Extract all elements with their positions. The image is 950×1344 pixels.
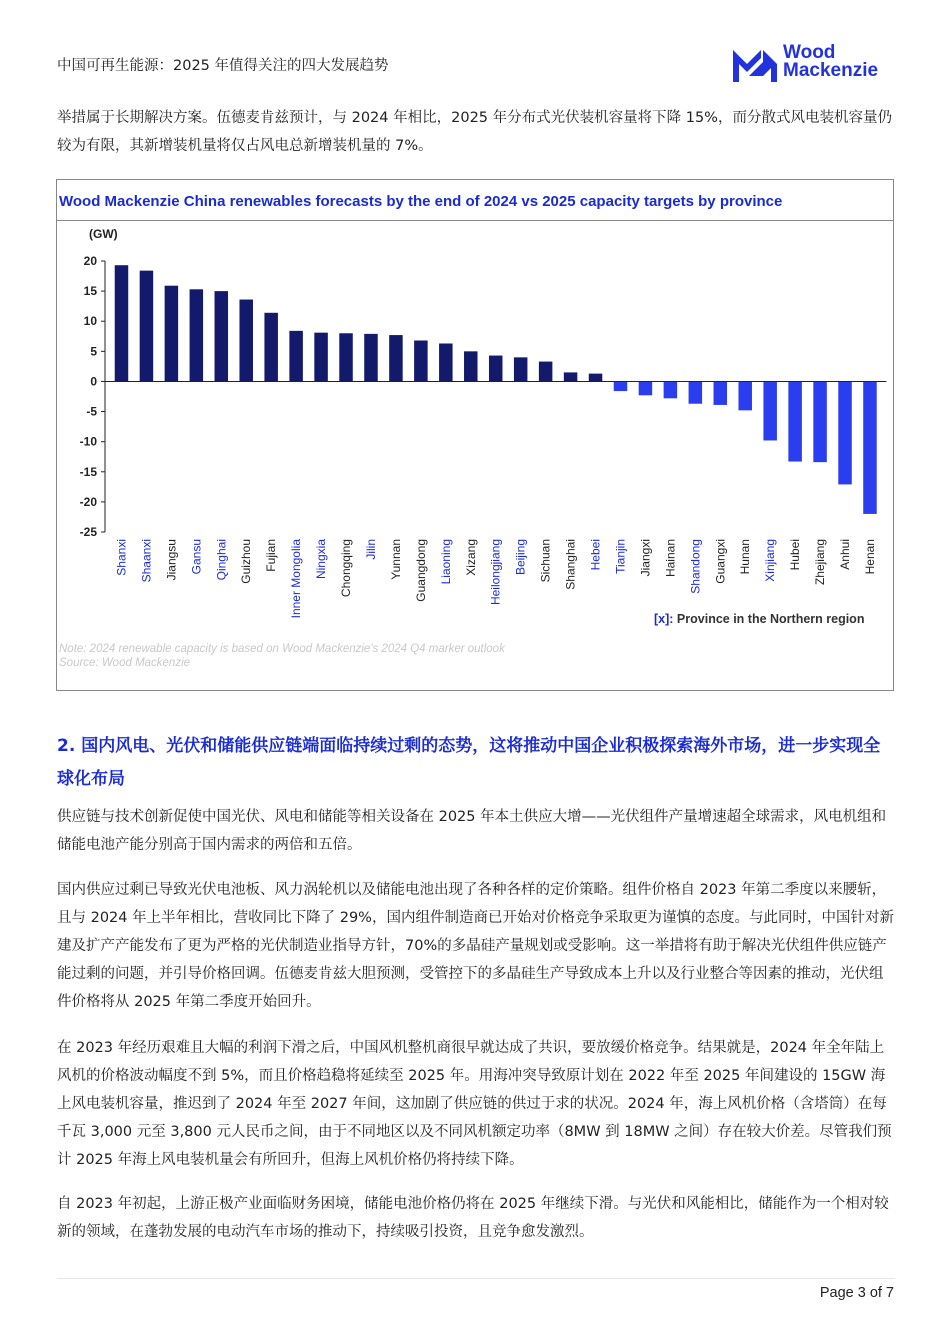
legend-bracket: [x]: xyxy=(654,612,674,626)
bar-zhejiang xyxy=(813,381,827,462)
y-tick-label: -5 xyxy=(86,404,97,419)
x-tick-label: Henan xyxy=(862,539,877,575)
x-tick-label: Shanxi xyxy=(114,539,129,576)
x-tick-label: Jilin xyxy=(363,539,378,560)
bar-chart xyxy=(57,221,893,641)
bar-ningxia xyxy=(314,333,328,382)
x-tick-label: Beijing xyxy=(513,539,528,576)
x-tick-label: Yunnan xyxy=(388,539,403,580)
bar-shanxi xyxy=(115,265,129,381)
y-tick-label: -20 xyxy=(79,494,97,509)
bar-sichuan xyxy=(539,362,553,382)
x-tick-label: Chongqing xyxy=(339,539,354,598)
x-tick-label: Inner Mongolia xyxy=(289,539,304,619)
x-tick-label: Qinghai xyxy=(214,539,229,581)
bar-anhui xyxy=(838,381,852,484)
bar-guizhou xyxy=(239,300,253,382)
intro-paragraph: 举措属于长期解决方案。伍德麦肯兹预计，与 2024 年相比，2025 年分布式光伏装机容量将下降 15%，而分散式风电装机容量仍较为有限，其新增装机量将仅占风电总新增装机量的 7%。 xyxy=(57,110,892,154)
x-tick-label: Ningxia xyxy=(314,539,329,580)
x-tick-label: Sichuan xyxy=(538,539,553,583)
bar-shanghai xyxy=(564,372,578,381)
x-tick-label: Tianjin xyxy=(613,539,628,574)
bar-henan xyxy=(863,381,877,513)
northern-region-legend xyxy=(654,612,864,626)
x-tick-label: Xizang xyxy=(463,539,478,576)
bar-xizang xyxy=(464,351,478,381)
y-tick-label: 20 xyxy=(83,254,97,268)
legend-text: Province in the Northern region xyxy=(673,612,865,626)
x-tick-label: Shaanxi xyxy=(139,539,154,583)
bar-shandong xyxy=(689,381,703,403)
bar-liaoning xyxy=(439,344,453,382)
x-tick-label: Jiangsu xyxy=(164,539,179,581)
bar-chongqing xyxy=(339,333,353,381)
y-tick-label: 0 xyxy=(90,374,97,389)
chart-panel xyxy=(56,179,894,691)
bar-guangxi xyxy=(714,381,728,404)
section-2-paragraph-3: 在 2023 年经历艰难且大幅的利润下滑之后，中国风机整机商很早就达成了共识，要放缓价格竞争。结果就是，2024 年全年陆上风机的价格波动幅度不到 5%，而且价格趋稳将延续至 2025 年。用海冲突导致原计划在 2022 年至 2025 年间建设的 15GW 海上风电装机容量，推迟到了 2024 年至 2027 年间，这加剧了供应链的供过于求的状况。2024 年，海上风机价格（含塔筒）在每千瓦 3,000 元至 3,800 元人民币之间，由于不同地区以及不同风机额定功率（8MW 到 18MW 之间）存在较大价差。尽管我们预计 2025 年海上风电装机量会有所回升，但海上风机价格仍将持续下降。 xyxy=(57,1040,892,1168)
x-tick-label: Hunan xyxy=(738,539,753,575)
bar-heilongjiang xyxy=(489,356,503,382)
x-tick-label: Heilongjiang xyxy=(488,539,503,606)
x-tick-label: Xinjiang xyxy=(763,539,778,582)
logo-line-2: Mackenzie xyxy=(783,60,879,81)
bar-guangdong xyxy=(414,340,428,381)
bar-shaanxi xyxy=(140,271,154,382)
logo-line-1: Wood xyxy=(783,42,836,63)
logo-mark-icon xyxy=(733,46,777,82)
bar-jiangxi xyxy=(639,381,653,395)
x-tick-label: Liaoning xyxy=(438,539,453,585)
y-tick-label: -25 xyxy=(79,525,97,539)
logo-wordmark xyxy=(783,44,878,80)
x-tick-label: Jiangxi xyxy=(638,539,653,577)
y-tick-label: 5 xyxy=(90,344,97,359)
x-tick-label: Hebei xyxy=(588,539,603,571)
section-2-paragraph-2: 国内供应过剩已导致光伏电池板、风力涡轮机以及储能电池出现了各种各样的定价策略。组件价格自 2023 年第二季度以来腰斩，且与 2024 年上半年相比，营收同比下降了 29%，国内组件制造商已开始对价格竞争采取更为谨慎的态度。与此同时，中国针对新建及扩产产能发布了更为严格的光伏制造业指导方针，70%的多晶硅产量规划或受影响。这一举措将有助于解决光伏组件供应链产能过剩的问题，并引导价格回调。伍德麦肯兹大胆预测，受管控下的多晶硅生产导致成本上升以及行业整合等因素的推动，光伏组件价格将从 2025 年第二季度开始回升。 xyxy=(57,882,894,1010)
chart-notes xyxy=(59,642,505,670)
chart-title: Wood Mackenzie China renewables forecasts by the end of 2024 vs 2025 capacity targets by province xyxy=(59,193,783,210)
footer-divider xyxy=(57,1278,895,1279)
x-tick-label: Guangxi xyxy=(713,539,728,584)
x-tick-label: Hubei xyxy=(788,539,803,571)
document-header-title: 中国可再生能源：2025 年值得关注的四大发展趋势 xyxy=(57,58,389,74)
bar-hebei xyxy=(589,374,603,382)
bar-hunan xyxy=(738,381,752,410)
x-tick-label: Guizhou xyxy=(239,539,254,584)
bar-jiangsu xyxy=(165,286,179,382)
bar-inner-mongolia xyxy=(289,331,303,382)
bar-yunnan xyxy=(389,335,403,381)
bar-hainan xyxy=(664,381,678,398)
x-tick-label: Gansu xyxy=(189,539,204,575)
section-2-paragraph-1: 供应链与技术创新促使中国光伏、风电和储能等相关设备在 2025 年本土供应大增——光伏组件产量增速超全球需求，风电机组和储能电池产能分别高于国内需求的两倍和五倍。 xyxy=(57,809,887,853)
section-2-heading: 2. 国内风电、光伏和储能供应链端面临持续过剩的态势，这将推动中国企业积极探索海外市场，进一步实现全球化布局 xyxy=(57,736,881,789)
page-number: Page 3 of 7 xyxy=(819,1285,894,1301)
bar-jilin xyxy=(364,334,378,382)
bar-tianjin xyxy=(614,381,628,391)
x-tick-label: Shandong xyxy=(688,539,703,594)
y-tick-label: 10 xyxy=(83,314,97,329)
x-tick-label: Zhejiang xyxy=(813,539,828,586)
y-tick-label: 15 xyxy=(83,284,97,299)
y-axis-label: (GW) xyxy=(89,227,118,241)
x-tick-label: Guangdong xyxy=(413,539,428,602)
bar-fujian xyxy=(264,313,278,382)
wood-mackenzie-logo xyxy=(733,44,895,84)
chart-source: Source: Wood Mackenzie xyxy=(59,657,191,669)
bar-xinjiang xyxy=(763,381,777,440)
bar-gansu xyxy=(190,289,204,381)
x-tick-label: Hainan xyxy=(663,539,678,578)
x-tick-label: Anhui xyxy=(838,539,853,570)
bar-hubei xyxy=(788,381,802,461)
chart-note: Note: 2024 renewable capacity is based on Wood Mackenzie's 2024 Q4 marker outlook xyxy=(59,643,505,655)
y-tick-label: -10 xyxy=(79,434,97,449)
x-tick-label: Fujian xyxy=(264,539,279,572)
x-tick-label: Shanghai xyxy=(563,539,578,590)
y-tick-label: -15 xyxy=(79,464,97,479)
bar-beijing xyxy=(514,357,528,381)
section-2-paragraph-4: 自 2023 年初起，上游正极产业面临财务困境，储能电池价格仍将在 2025 年继续下滑。与光伏和风能相比，储能作为一个相对较新的领域，在蓬勃发展的电动汽车市场的推动下，持续吸引投资，且竞争愈发激烈。 xyxy=(57,1196,889,1240)
bar-qinghai xyxy=(215,291,229,381)
